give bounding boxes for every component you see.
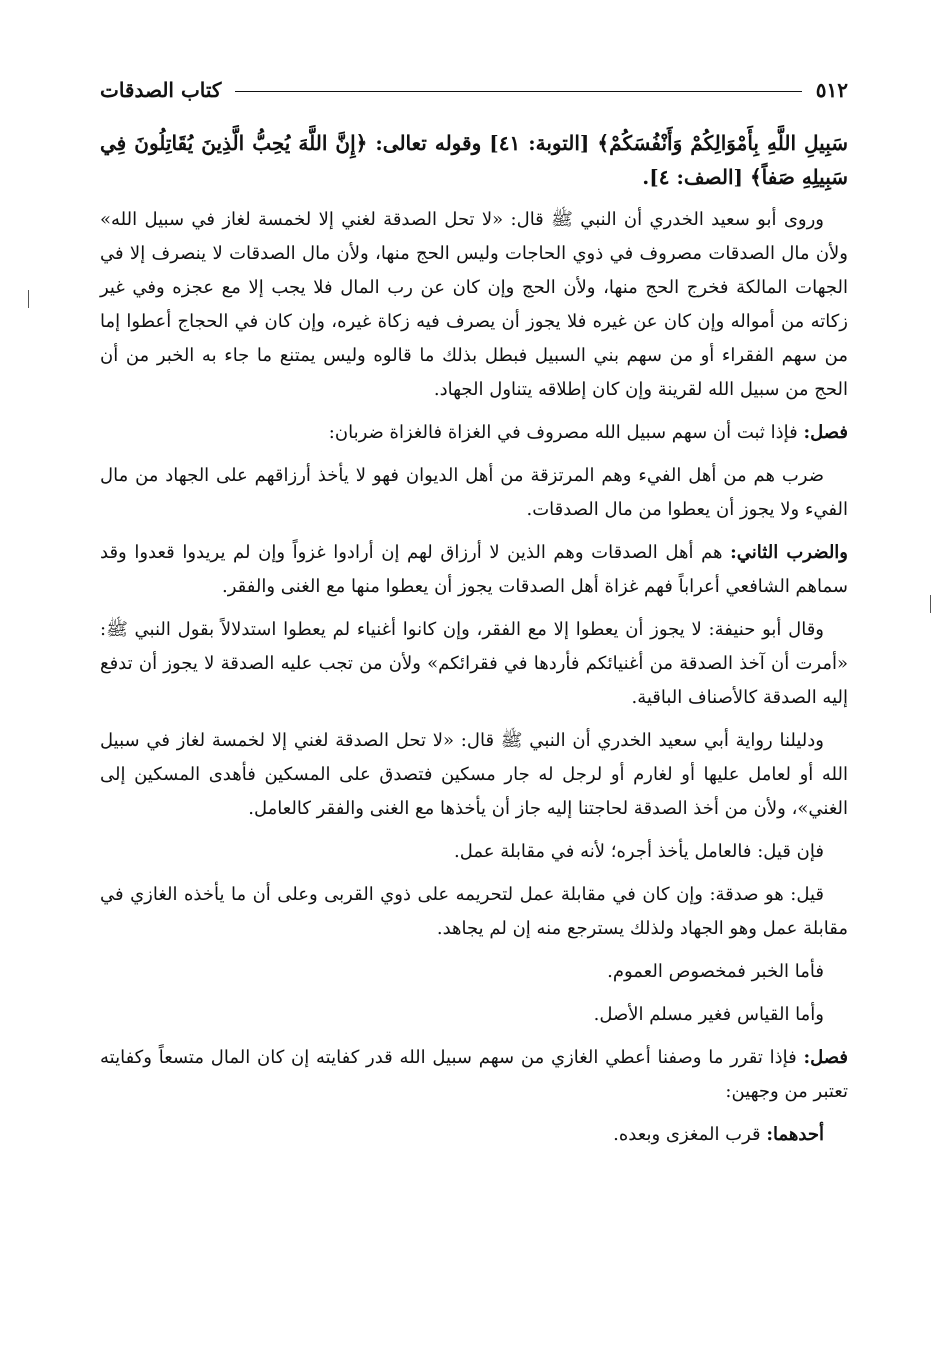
margin-mark-right bbox=[930, 595, 931, 613]
section-lead: والضرب الثاني: bbox=[730, 542, 848, 563]
paragraph-text: قيل: هو صدقة: وإن كان في مقابلة عمل لتحريمه على ذوي القربى وعلى أن ما يأخذه الغازي في مقابلة عمل وهو الجهاد ولذلك يسترجع منه إن لم يجاهد. bbox=[100, 884, 848, 939]
section-lead: فصل: bbox=[803, 422, 848, 443]
text-paragraph bbox=[100, 459, 848, 527]
running-title: كتاب الصدقات bbox=[100, 78, 222, 102]
section-paragraph bbox=[100, 416, 848, 450]
hadith-paragraph bbox=[100, 203, 848, 407]
paragraph-text: ضرب هم من أهل الفيء وهم المرتزقة من أهل الديوان فهو لا يأخذ أرزاقهم على الجهاد من مال الفيء ولا يجوز أن يعطوا من مال الصدقات. bbox=[100, 465, 848, 520]
paragraph-text: ودليلنا رواية أبي سعيد الخدري أن النبي ﷺ قال: «لا تحل الصدقة لغني إلا لخمسة لغاز في سبيل الله أو لعامل عليها أو لغارم أو لرجل له جار مسكين فتصدق على المسكين فأهدى المسكين إلى الغني»، ولأن من أخذ الصدقة لحاجتنا إليه جاز أن يأخذها مع الغنى والفقر كالعامل. bbox=[100, 730, 848, 819]
paragraph-text: سَبِيلِ اللَّهِ بِأَمْوَالِكُمْ وَأَنْفُسَكُمْ﴾ [التوبة: ٤١] وقوله تعالى: ﴿إِنَّ اللَّهَ يُحِبُّ الَّذِينَ يُقَاتِلُونَ فِي سَبِيلِهِ صَفاً﴾ [الصف: ٤]. bbox=[100, 131, 848, 189]
text-paragraph bbox=[100, 998, 848, 1032]
paragraph-text: فإن قيل: فالعامل يأخذ أجره؛ لأنه في مقابلة عمل. bbox=[454, 841, 824, 862]
paragraph-text: وروى أبو سعيد الخدري أن النبي ﷺ قال: «لا تحل الصدقة لغني إلا لخمسة لغاز في سبيل الله» ولأن مال الصدقات مصروف في ذوي الحاجات وليس الحج منها، ولأن مال الصدقات لا ينصرف إلا في الجهات المالكة فخرج الحج منها، ولأن الحج وإن كان عن رب المال فلا يجب إلا مع عجزه وفي غير زكاته من أمواله وإن كان عن غيره فلا يجوز أن يصرف فيه زكاة غيره، وإن كان في الحجاج أعطوا إما من سهم الفقراء أو من سهم بني السبيل فبطل بذلك ما قالوه وليس يمتنع ما جاء به الخبر من أن الحج من سبيل الله لقرينة وإن كان إطلاقه يتناول الجهاد. bbox=[100, 209, 848, 400]
section-paragraph bbox=[100, 1041, 848, 1109]
paragraph-text: وأما القياس فغير مسلم الأصل. bbox=[593, 1004, 824, 1025]
paragraph-text: فأما الخبر فمخصوص العموم. bbox=[607, 961, 824, 982]
text-paragraph bbox=[100, 1118, 848, 1152]
page-header bbox=[100, 70, 848, 100]
margin-mark-left bbox=[28, 290, 29, 308]
header-rule bbox=[235, 91, 801, 92]
paragraph-text: فإذا ثبت أن سهم سبيل الله مصروف في الغزاة فالغزاة ضربان: bbox=[328, 422, 804, 443]
paragraph-text: قرب المغزى وبعده. bbox=[613, 1124, 767, 1145]
page-number: ٥١٢ bbox=[815, 78, 848, 102]
section-lead: فصل: bbox=[803, 1047, 848, 1068]
text-paragraph bbox=[100, 878, 848, 946]
text-paragraph bbox=[100, 613, 848, 715]
paragraph-text: فإذا تقرر ما وصفنا أعطي الغازي من سهم سبيل الله قدر كفايته إن كان المال متسعاً وكفايته تعتبر من وجهين: bbox=[100, 1047, 848, 1102]
section-lead: أحدهما: bbox=[766, 1124, 824, 1145]
text-paragraph bbox=[100, 955, 848, 989]
paragraph-text: وقال أبو حنيفة: لا يجوز أن يعطوا إلا مع الفقر، وإن كانوا أغنياء لم يعطوا استدلالاً بقول النبي ﷺ: «أمرت أن آخذ الصدقة من أغنيائكم فأردها في فقرائكم» ولأن من تجب عليه الصدقة لا يجوز أن تدفع إليه الصدقة كالأصناف الباقية. bbox=[100, 619, 849, 708]
section-paragraph bbox=[100, 536, 848, 604]
paragraph-text: هم أهل الصدقات وهم الذين لا أرزاق لهم إن أرادوا غزواً وإن لم يريدوا قعدوا وقد سماهم الشافعي أعراباً فهم غزاة أهل الصدقات يجوز أن يعطوا منها مع الغنى والفقر. bbox=[100, 542, 848, 597]
text-paragraph bbox=[100, 835, 848, 869]
text-paragraph bbox=[100, 724, 848, 826]
book-page bbox=[100, 70, 848, 1161]
quran-verse-paragraph bbox=[100, 126, 848, 194]
